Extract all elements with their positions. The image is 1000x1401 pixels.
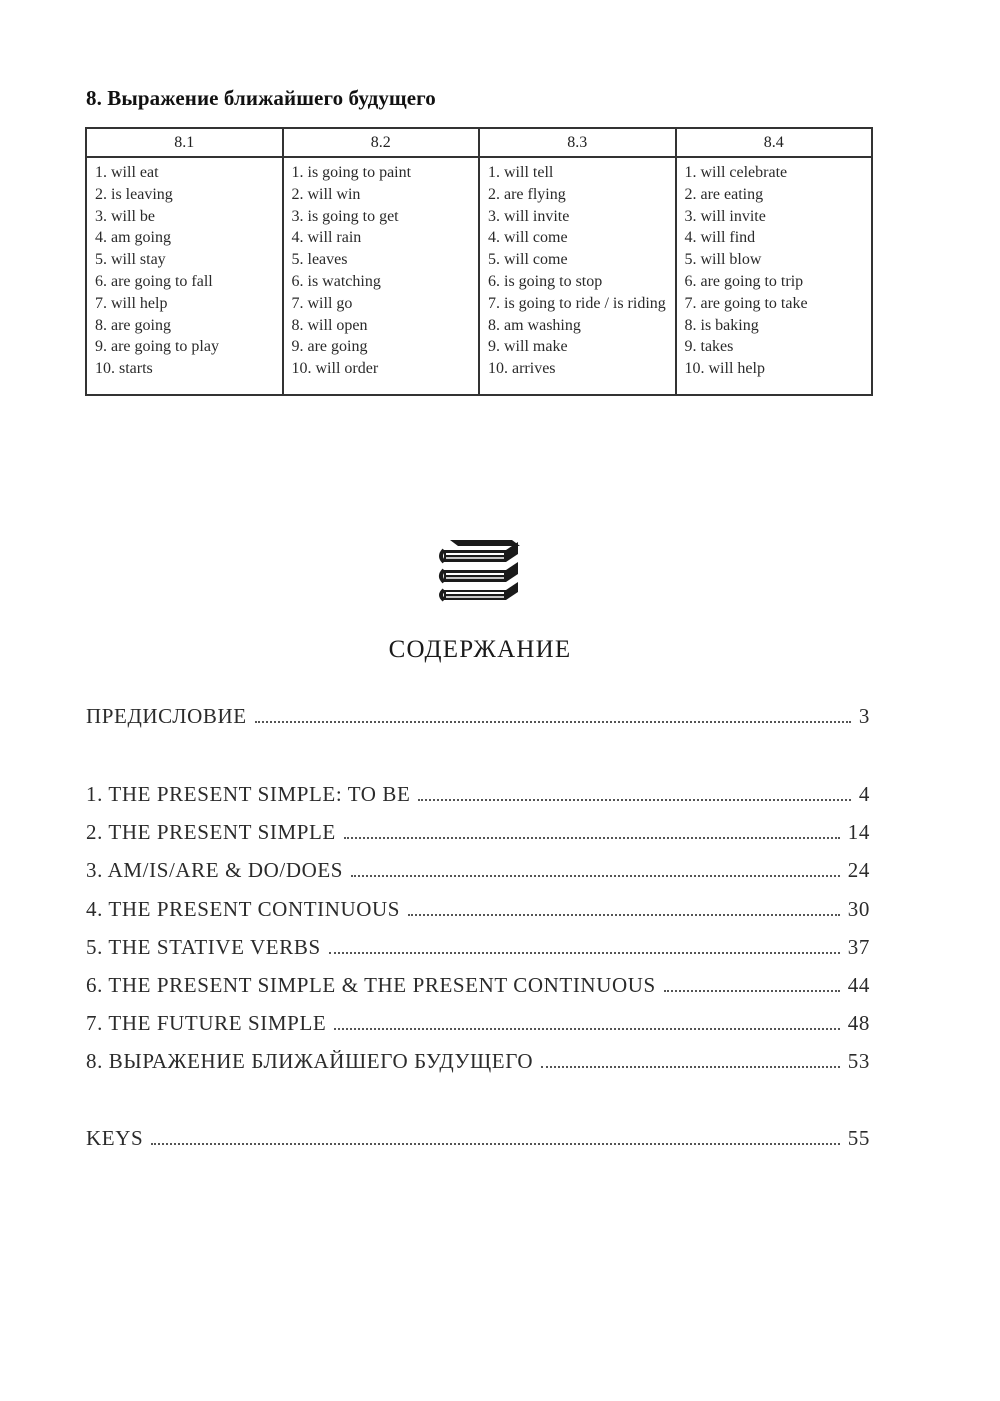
answer-item: 10. starts	[95, 360, 153, 378]
answers-column-8-4	[676, 157, 873, 395]
toc-leader-dots	[255, 720, 851, 723]
answer-item: 8. are going	[95, 316, 171, 334]
toc-entry-label: 3. AM/IS/ARE & DO/DOES	[86, 858, 344, 882]
toc-entry-page: 30	[847, 897, 870, 921]
answer-item: 4. will rain	[291, 229, 362, 247]
toc-entry[interactable]	[86, 1126, 870, 1154]
toc-leader-dots	[334, 1027, 840, 1030]
toc-entry-page: 55	[847, 1126, 870, 1150]
answer-item: 8. am washing	[488, 316, 581, 334]
column-header-8-4: 8.4	[676, 128, 873, 157]
column-header-8-1: 8.1	[86, 128, 283, 157]
column-header-8-3: 8.3	[479, 128, 676, 157]
answer-item: 6. is going to stop	[488, 272, 603, 290]
answer-item: 3. will invite	[684, 207, 766, 225]
answer-item: 10. will order	[291, 360, 379, 378]
toc-leader-dots	[329, 951, 840, 954]
toc-entry[interactable]	[86, 820, 870, 848]
answer-item: 1. will eat	[95, 164, 159, 181]
section-heading: 8. Выражение ближайшего будущего	[86, 86, 436, 110]
toc-entry-label: 8. ВЫРАЖЕНИЕ БЛИЖАЙШЕГО БУДУЩЕГО	[86, 1049, 534, 1073]
answers-column-8-3	[479, 157, 676, 395]
toc-entry-page: 37	[847, 935, 870, 959]
answers-header-row	[86, 128, 872, 157]
answer-item: 7. will help	[95, 294, 168, 312]
answer-item: 2. are eating	[684, 185, 764, 203]
toc-entry-label: 2. THE PRESENT SIMPLE	[86, 820, 336, 844]
toc-entry[interactable]	[86, 858, 870, 886]
answer-item: 6. are going to fall	[95, 272, 213, 290]
column-header-8-2: 8.2	[283, 128, 480, 157]
toc-leader-dots	[408, 913, 840, 916]
toc-title: СОДЕРЖАНИЕ	[388, 636, 572, 663]
toc-entry-page: 24	[847, 858, 870, 882]
toc-entry[interactable]	[86, 1011, 870, 1039]
toc-entry-label: ПРЕДИСЛОВИЕ	[86, 704, 247, 728]
toc-leader-dots	[351, 874, 840, 877]
answers-column-8-2	[283, 157, 480, 395]
answer-item: 5. will blow	[684, 251, 762, 269]
toc-entry[interactable]	[86, 935, 870, 963]
toc-entry-page: 14	[847, 820, 870, 844]
toc-entry-page: 44	[847, 973, 870, 997]
answer-item: 9. takes	[684, 338, 734, 356]
answer-item: 3. will be	[95, 207, 155, 225]
answer-item: 1. will celebrate	[684, 164, 788, 181]
answer-item: 5. will stay	[95, 251, 166, 269]
toc-entry[interactable]	[86, 897, 870, 925]
answer-item: 7. are going to take	[684, 294, 808, 312]
answer-item: 1. is going to paint	[291, 164, 412, 181]
toc-entry-label: 6. THE PRESENT SIMPLE & THE PRESENT CONTINUOUS	[86, 973, 656, 997]
toc-entry[interactable]	[86, 973, 870, 1001]
answer-item: 10. arrives	[488, 360, 556, 378]
toc-leader-dots	[151, 1142, 840, 1145]
toc-entry-label: 1. THE PRESENT SIMPLE: TO BE	[86, 782, 411, 806]
toc-entry-page: 3	[858, 704, 870, 728]
answer-item: 2. are flying	[488, 185, 566, 203]
toc-entry-label: 4. THE PRESENT CONTINUOUS	[86, 897, 401, 921]
answer-item: 2. will win	[291, 185, 361, 203]
answer-item: 9. will make	[488, 338, 568, 356]
toc-entry[interactable]	[86, 1049, 870, 1077]
toc-entry-label: 7. THE FUTURE SIMPLE	[86, 1011, 327, 1035]
answer-item: 4. will come	[488, 229, 568, 247]
answers-column-8-1	[86, 157, 283, 395]
toc-entry-page: 48	[847, 1011, 870, 1035]
answer-item: 4. will find	[684, 229, 756, 247]
answer-item: 7. is going to ride / is riding	[488, 294, 666, 312]
answer-item: 1. will tell	[488, 164, 554, 181]
answer-item: 8. will open	[291, 316, 368, 334]
answer-item: 9. are going	[291, 338, 368, 356]
books-icon	[436, 534, 522, 614]
answer-item: 8. is baking	[684, 316, 759, 334]
toc-entry-page: 53	[847, 1049, 870, 1073]
answer-item: 6. is watching	[291, 272, 381, 290]
toc-entry-label: KEYS	[86, 1126, 144, 1150]
toc-entry-page: 4	[858, 782, 870, 806]
answer-item: 3. is going to get	[291, 207, 399, 225]
toc-leader-dots	[664, 989, 840, 992]
toc-entry-label: 5. THE STATIVE VERBS	[86, 935, 321, 959]
answers-table	[85, 127, 873, 396]
answer-item: 9. are going to play	[95, 338, 219, 356]
answer-item: 4. am going	[95, 229, 171, 247]
answer-item: 3. will invite	[488, 207, 570, 225]
answers-body-row	[86, 157, 872, 395]
answer-item: 7. will go	[291, 294, 353, 312]
answer-item: 10. will help	[684, 360, 765, 378]
answer-item: 2. is leaving	[95, 185, 173, 203]
answer-item: 6. are going to trip	[684, 272, 804, 290]
answer-item: 5. leaves	[291, 251, 348, 269]
answer-item: 5. will come	[488, 251, 568, 269]
toc-leader-dots	[344, 836, 840, 839]
toc-entry[interactable]	[86, 782, 870, 810]
toc-leader-dots	[418, 798, 850, 801]
toc-leader-dots	[541, 1065, 840, 1068]
toc-entry[interactable]	[86, 704, 870, 732]
